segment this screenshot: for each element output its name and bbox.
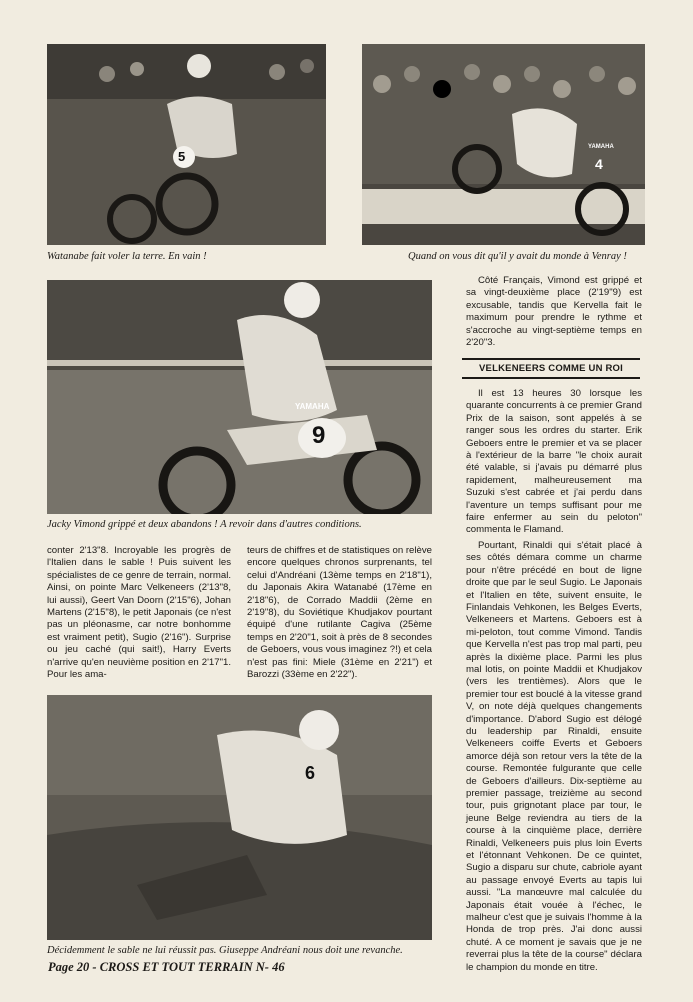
caption-photo4: Décidemment le sable ne lui réussit pas. Giuseppe Andréani nous doit une revanche.	[47, 945, 403, 956]
caption-photo2: Quand on vous dit qu'il y avait du monde à Venray !	[408, 251, 627, 262]
section-heading: VELKENEERS COMME UN ROI	[462, 358, 640, 379]
bike-number: 4	[595, 156, 603, 172]
caption-photo3: Jacky Vimond grippé et deux abandons ! A revoir dans d'autres conditions.	[47, 519, 362, 530]
photo-watanabe	[47, 44, 326, 245]
paragraph: teurs de chiffres et de statistiques on relève encore quelques chronos surprenants, tel celui d'Andréani (13ème temps en 2'18"1), du Japonais Akira Watanabé (17ème en 2'18"6), de Corrado Maddii (2ème en 2'19"8), du Soviétique Khudjakov pourtant équipé d'une rutilante Cagiva (25ème temps en 2'20"1, soit à près de 8 secondes de Geboers, vous vous imaginez ?!) et cela n'est pas fini: Miele (31ème en 2'21") et Barozzi (33ème en 2'22").	[247, 545, 432, 681]
text-col-right-main	[466, 388, 642, 977]
paragraph: conter 2'13"8. Incroyable les progrès de l'Italien dans le sable ! Puis suivent les spécialistes de ce genre de terrain, normal. Ainsi, on pointe Marc Velkeneers (2'13"8, lui aussi), Geert Van Doorn (2'15"6), Johan Martens (2'15"8), le petit Japonais (ce n'est pas un pléonasme, car notre bonhomme est vraiment petit), Sugio (2'16"). Surprise ou jeu caché (qui sait!), Harry Everts n'arrive qu'en neuvième position en 2'17"1. Pour les ama-	[47, 545, 231, 681]
text-col-left	[47, 545, 231, 684]
paragraph: Il est 13 heures 30 lorsque les quarante concurrents à ce premier Grand Prix de la saison, sont appelés à se ranger sous les ordres du starter. Erik Geboers entre le premier et va se placer à l'extérieur de la barre "le choix aurait été valable, si j'avais pu démarré plus rapidement, malheureusement ma Suzuki s'est cabrée et j'ai perdu dans l'aventure un temps suffisant pour me faire enfermer au sein du peloton" commenta le Flamand.	[466, 388, 642, 536]
photo-andreani	[47, 695, 432, 940]
text-col-middle	[247, 545, 432, 684]
photo-vimond	[47, 280, 432, 514]
rider-number: 6	[305, 763, 316, 783]
bike-number: 9	[312, 422, 326, 449]
bike-brand: YAMAHA	[295, 402, 330, 411]
paragraph: Côté Français, Vimond est grippé et sa vingt-deuxième place (2'19"9) est excusable, tandis que Kervella fait le maximum pour prendre le rythme et s'accroche au vingt-septième temps en 2'20"3.	[466, 275, 642, 349]
page-footer: Page 20 - CROSS ET TOUT TERRAIN N- 46	[48, 960, 285, 974]
bike-number: 5	[178, 149, 186, 164]
photo-venray-crowd	[362, 44, 645, 245]
bike-brand: YAMAHA	[588, 144, 614, 150]
paragraph: Pourtant, Rinaldi qui s'était placé à ses côtés démara comme un charme pour n'être précédé en bout de ligne droite que par le seul Sugio. Le Japonais et l'Italien en tête, suivent ensuite, le Finlandais Vehkonen, les Belges Everts, Velkeneers et Martens. Geboers est à mi-peloton, tout comme Vimond. Tandis que Kervella n'est pas trop mal parti, peu après la dixième place. Parmi les plus mal lotis, on pointe Maddii et Khudjakov (vers les trentièmes). Alors que le premier tour est bouclé à la vitesse grand V, on note déjà quelques changements d'importance. D'abord Sugio est délogé du leadership par Rinaldi, ensuite Velkeneers coiffe Everts et Geboers amorce déjà son retour vers la tête de la course. Remontée fulgurante que celle de Geboers d'ailleurs. Dix-septième au premier passage, treizième au second tour, puis grignotant place par tour, le jeune Belge reviendra au tiers de la course à la cinquième place, derrière Rinaldi, Velkeneers puis plus loin Everts et l'étonnant Vehkonen. De ce quintet, Sugio a disparu sur chute, cabriole ayant au passage envoyé Everts au tapis lui aussi. "La manœuvre mal calculée du Japonais était vouée à l'échec, le malheur c'est que je suivais l'homme à la Honda de trop près. J'ai donc aussi chuté. A ce moment je savais que je ne reverrai plus la tête de la course" déclara le champion du monde en titre.	[466, 539, 642, 973]
caption-photo1: Watanabe fait voler la terre. En vain !	[47, 251, 207, 262]
text-col-right-top	[466, 275, 642, 352]
